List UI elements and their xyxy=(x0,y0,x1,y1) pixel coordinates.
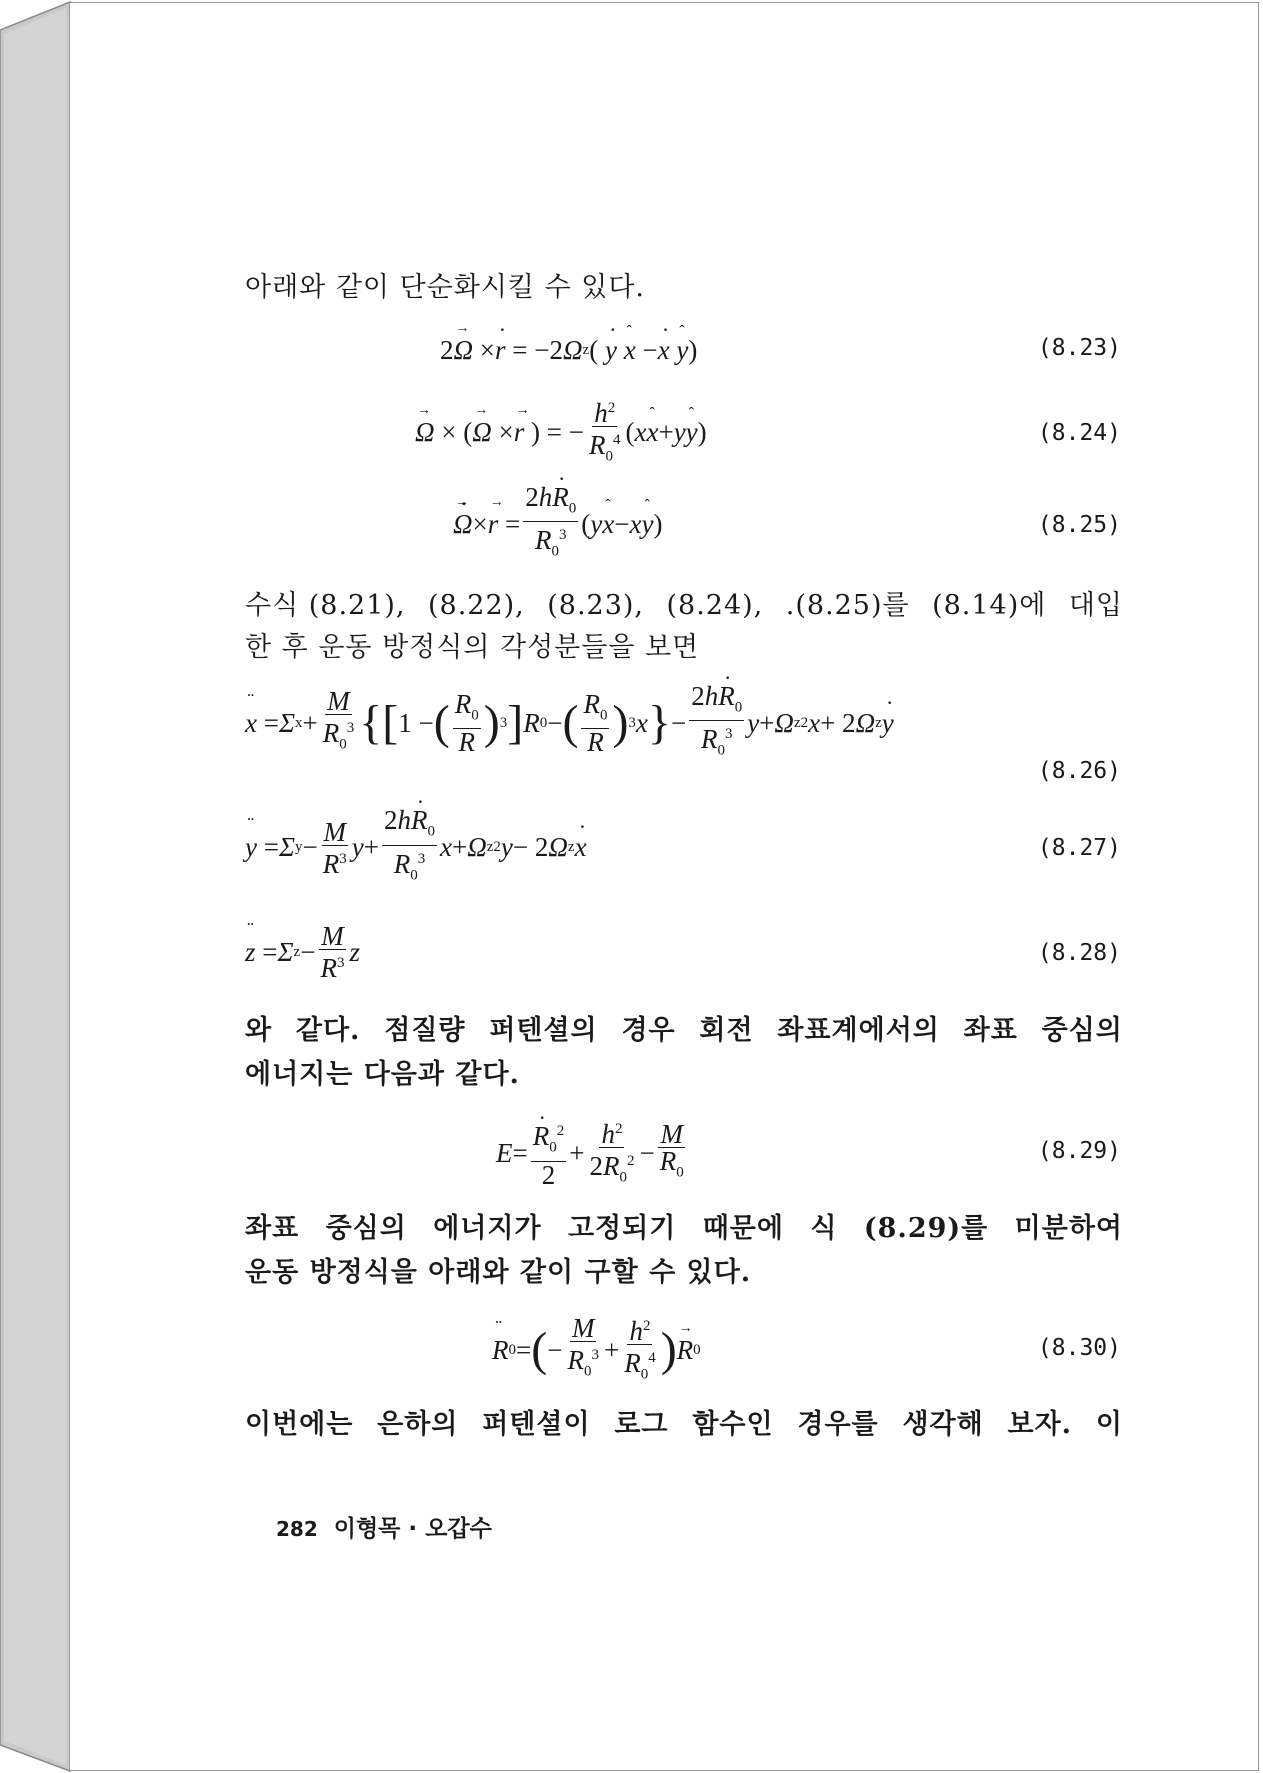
paragraph-substitution-line2: 한 후 운동 방정식의 각성분들을 보면 xyxy=(245,632,700,663)
equation-number-8-25: (8.25) xyxy=(1037,512,1121,538)
footer-authors: 이형목 · 오갑수 xyxy=(333,1516,492,1542)
paragraph-log-potential: 이번에는 은하의 퍼텐셜이 로그 함수인 경우를 생각해 보자. 이 xyxy=(245,1409,1123,1440)
paragraph-energy-line1: 와 같다. 점질량 퍼텐셜의 경우 회전 좌표계에서의 좌표 중심의 xyxy=(245,1015,1123,1046)
paragraph-derivative-line2: 운동 방정식을 아래와 같이 구할 수 있다. xyxy=(245,1257,752,1288)
equation-8-27: ¨ y = Σ y − $\frac{M}{R^3}$ y + $\frac{2h\cdot R_0}{R_0^3}$ x + Ω z 2 y − 2 Ω z · x xyxy=(245,815,587,880)
equation-8-24: → Ω × ( → Ω × → r ) = − $\frac{h^2}{R_0^4}$ ( x ˆ x + y ˆ y ) xyxy=(415,402,707,462)
equation-number-8-27: (8.27) xyxy=(1037,835,1121,861)
page-number: 282 xyxy=(276,1517,318,1541)
paragraph-intro: 아래와 같이 단순화시킬 수 있다. xyxy=(245,272,645,303)
equation-8-29: E = · $\frac{R_0^2}{2}$ + $\frac{h^2}{2R_0^2}$ − $\frac{M}{R_0}$ xyxy=(496,1118,689,1188)
equation-8-23: 2 → Ω × · r = −2 Ω z ( · y ˆ x − · x ˆ y ) xyxy=(440,330,697,370)
equation-number-8-30: (8.30) xyxy=(1037,1335,1121,1361)
paragraph-derivative-line1: 좌표 중심의 에너지가 고정되기 때문에 식 (8.29)를 미분하여 xyxy=(245,1213,1123,1244)
equation-8-26: ¨ x = Σ x + $\frac{M}{R_0^3}$ {[ 1 − ( $\frac{R_0}{R}$ ) 3 ] R 0 − ( $\frac{R_0}{R}$ ) 3 x } − $\frac{2h\cdot R_0}{R_0^3}$ y + Ω z 2 x + 2 Ω z · y xyxy=(245,688,894,758)
equation-number-8-29: (8.29) xyxy=(1037,1138,1121,1164)
book-page xyxy=(70,2,1259,1771)
equation-8-25: · → Ω × → r = $\frac{2h\cdot R_0}{R_0^3}$ ( y ˆ x − x ˆ y ) xyxy=(453,494,662,554)
equation-8-30: ¨ R 0 = ( − $\frac{M}{R_0^3}$ + $\frac{h^2}{R_0^4}$ ) → R 0 xyxy=(492,1315,701,1385)
equation-number-8-26: (8.26) xyxy=(1037,758,1121,784)
equation-8-28: ¨ z = Σ z − $\frac{M}{R^3}$ z xyxy=(245,922,360,982)
paragraph-substitution-line1: 수식 (8.21), (8.22), (8.23), (8.24), .(8.25)를 (8.14)에 대입 xyxy=(245,590,1123,621)
page-footer xyxy=(276,1510,492,1543)
equation-number-8-24: (8.24) xyxy=(1037,420,1121,446)
paragraph-energy-line2: 에너지는 다음과 같다. xyxy=(245,1059,520,1090)
equation-number-8-28: (8.28) xyxy=(1037,940,1121,966)
equation-number-8-23: (8.23) xyxy=(1037,335,1121,361)
book-spine-edge xyxy=(0,0,72,1773)
